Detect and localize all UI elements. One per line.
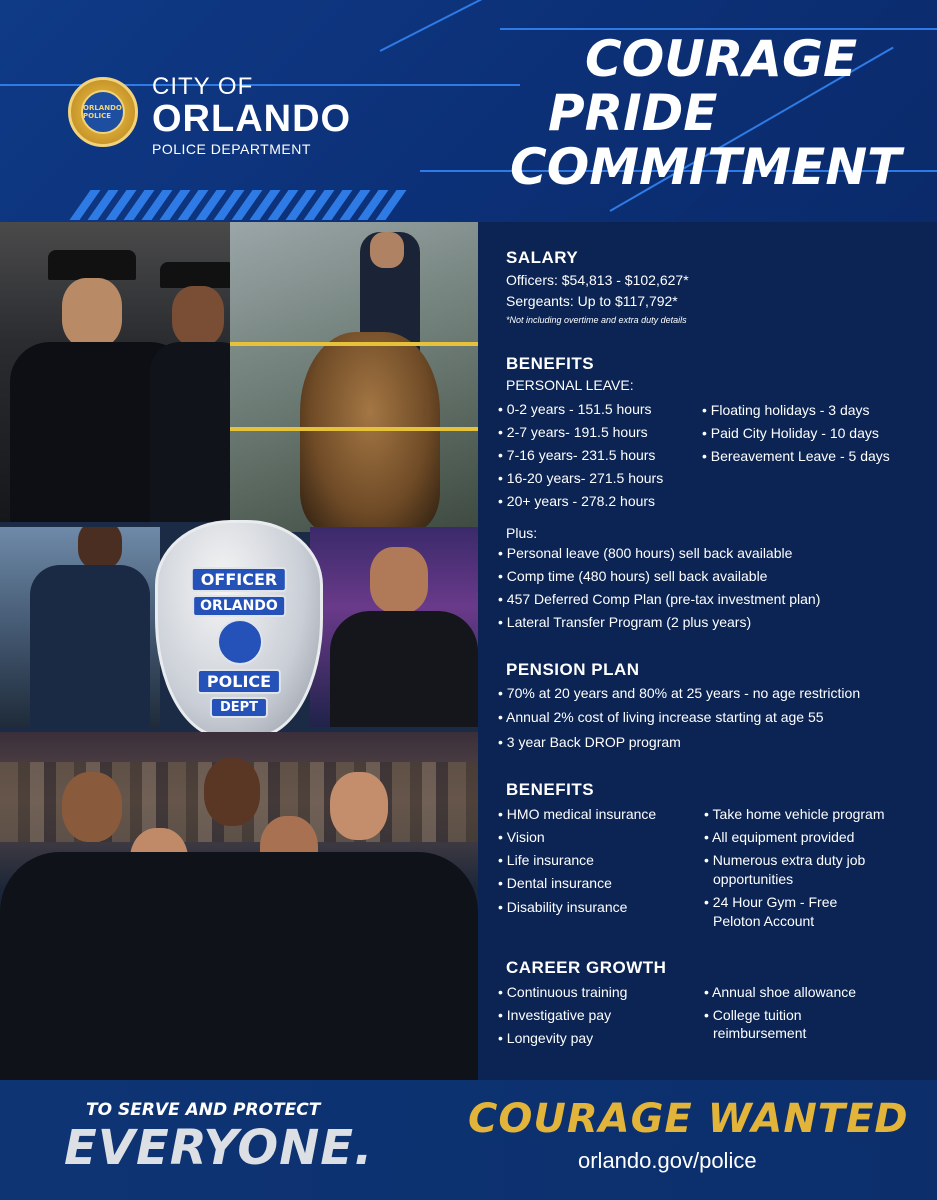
salary-heading: SALARY (506, 248, 579, 267)
plus-item: • 457 Deferred Comp Plan (pre-tax investment plan) (498, 591, 821, 607)
career-item: • Investigative pay (498, 1007, 612, 1023)
photo-female-officer (310, 527, 478, 727)
insurance-item: • Disability insurance (498, 899, 628, 915)
photo-bike-officer (0, 527, 160, 727)
slogan-courage: COURAGE (585, 30, 858, 88)
salary-officers: Officers: $54,813 - $102,627* (506, 272, 689, 288)
career-item-continued: reimbursement (713, 1025, 807, 1041)
photo-k9-unit (230, 222, 478, 532)
career-item: • Longevity pay (498, 1030, 594, 1046)
badge-word-dept: DEPT (210, 697, 268, 718)
leave-item: • Bereavement Leave - 5 days (702, 448, 890, 464)
decorative-stripes (60, 190, 410, 220)
badge-word-officer: OFFICER (191, 567, 287, 592)
insurance-item: • Numerous extra duty job (704, 852, 866, 868)
plus-label: Plus: (506, 525, 538, 541)
leave-item: • Paid City Holiday - 10 days (702, 425, 879, 441)
salary-sergeants: Sergeants: Up to $117,792* (506, 293, 678, 309)
badge-word-orlando: ORLANDO (192, 595, 286, 617)
badge-seal-icon (217, 619, 263, 665)
leave-item: • 20+ years - 278.2 hours (498, 493, 656, 509)
orlando-text: ORLANDO (152, 98, 352, 140)
courage-wanted-text: COURAGE WANTED (468, 1096, 909, 1142)
insurance-item-continued: Peloton Account (713, 913, 815, 929)
info-panel (478, 222, 937, 1080)
pension-item: • 70% at 20 years and 80% at 25 years - no age restriction (498, 685, 861, 701)
plus-item: • Lateral Transfer Program (2 plus years) (498, 614, 752, 630)
insurance-item: • Life insurance (498, 852, 594, 868)
career-item: • Continuous training (498, 984, 628, 1000)
insurance-item: • All equipment provided (704, 829, 855, 845)
header-banner (0, 0, 937, 222)
benefits-heading: BENEFITS (506, 354, 595, 373)
to-serve-and-protect-text: TO SERVE AND PROTECT (86, 1100, 321, 1120)
salary-note: *Not including overtime and extra duty details (506, 315, 687, 325)
leave-item: • 2-7 years- 191.5 hours (498, 424, 648, 440)
pension-heading: PENSION PLAN (506, 660, 640, 679)
department-wordmark (152, 75, 351, 157)
plus-item: • Personal leave (800 hours) sell back available (498, 545, 793, 561)
insurance-item-continued: opportunities (713, 871, 794, 887)
slogan-pride: PRIDE (548, 84, 718, 142)
pension-item: • Annual 2% cost of living increase starting at age 55 (498, 709, 824, 725)
career-item: • Annual shoe allowance (704, 984, 857, 1000)
benefits-insurance-heading: BENEFITS (506, 780, 595, 799)
website-link[interactable]: orlando.gov/police (578, 1148, 757, 1173)
pension-item: • 3 year Back DROP program (498, 734, 681, 750)
insurance-item: • Take home vehicle program (704, 806, 885, 822)
badge-word-police: POLICE (197, 669, 281, 694)
insurance-item: • Dental insurance (498, 875, 612, 891)
leave-item: • Floating holidays - 3 days (702, 402, 870, 418)
insurance-item: • HMO medical insurance (498, 806, 657, 822)
photo-officer-group-skyline (0, 732, 478, 1080)
insurance-item: • 24 Hour Gym - Free (704, 894, 838, 910)
photo-collage (0, 222, 478, 1080)
photo-dress-uniform-officers (0, 222, 250, 522)
career-item: • College tuition (704, 1007, 802, 1023)
personal-leave-subheading: PERSONAL LEAVE: (506, 377, 634, 393)
career-growth-heading: CAREER GROWTH (506, 958, 667, 977)
insurance-item: • Vision (498, 829, 545, 845)
leave-item: • 7-16 years- 231.5 hours (498, 447, 656, 463)
police-department-text: POLICE DEPARTMENT (152, 141, 311, 157)
slogan-commitment: COMMITMENT (510, 138, 902, 196)
city-seal-logo (68, 77, 138, 147)
leave-item: • 0-2 years - 151.5 hours (498, 401, 652, 417)
everyone-text: EVERYONE. (64, 1120, 374, 1176)
plus-item: • Comp time (480 hours) sell back available (498, 568, 768, 584)
leave-item: • 16-20 years- 271.5 hours (498, 470, 664, 486)
seal-text: ORLANDO POLICE (83, 104, 122, 120)
city-of-text: CITY OF (152, 73, 254, 100)
orlando-police-badge (155, 520, 323, 738)
